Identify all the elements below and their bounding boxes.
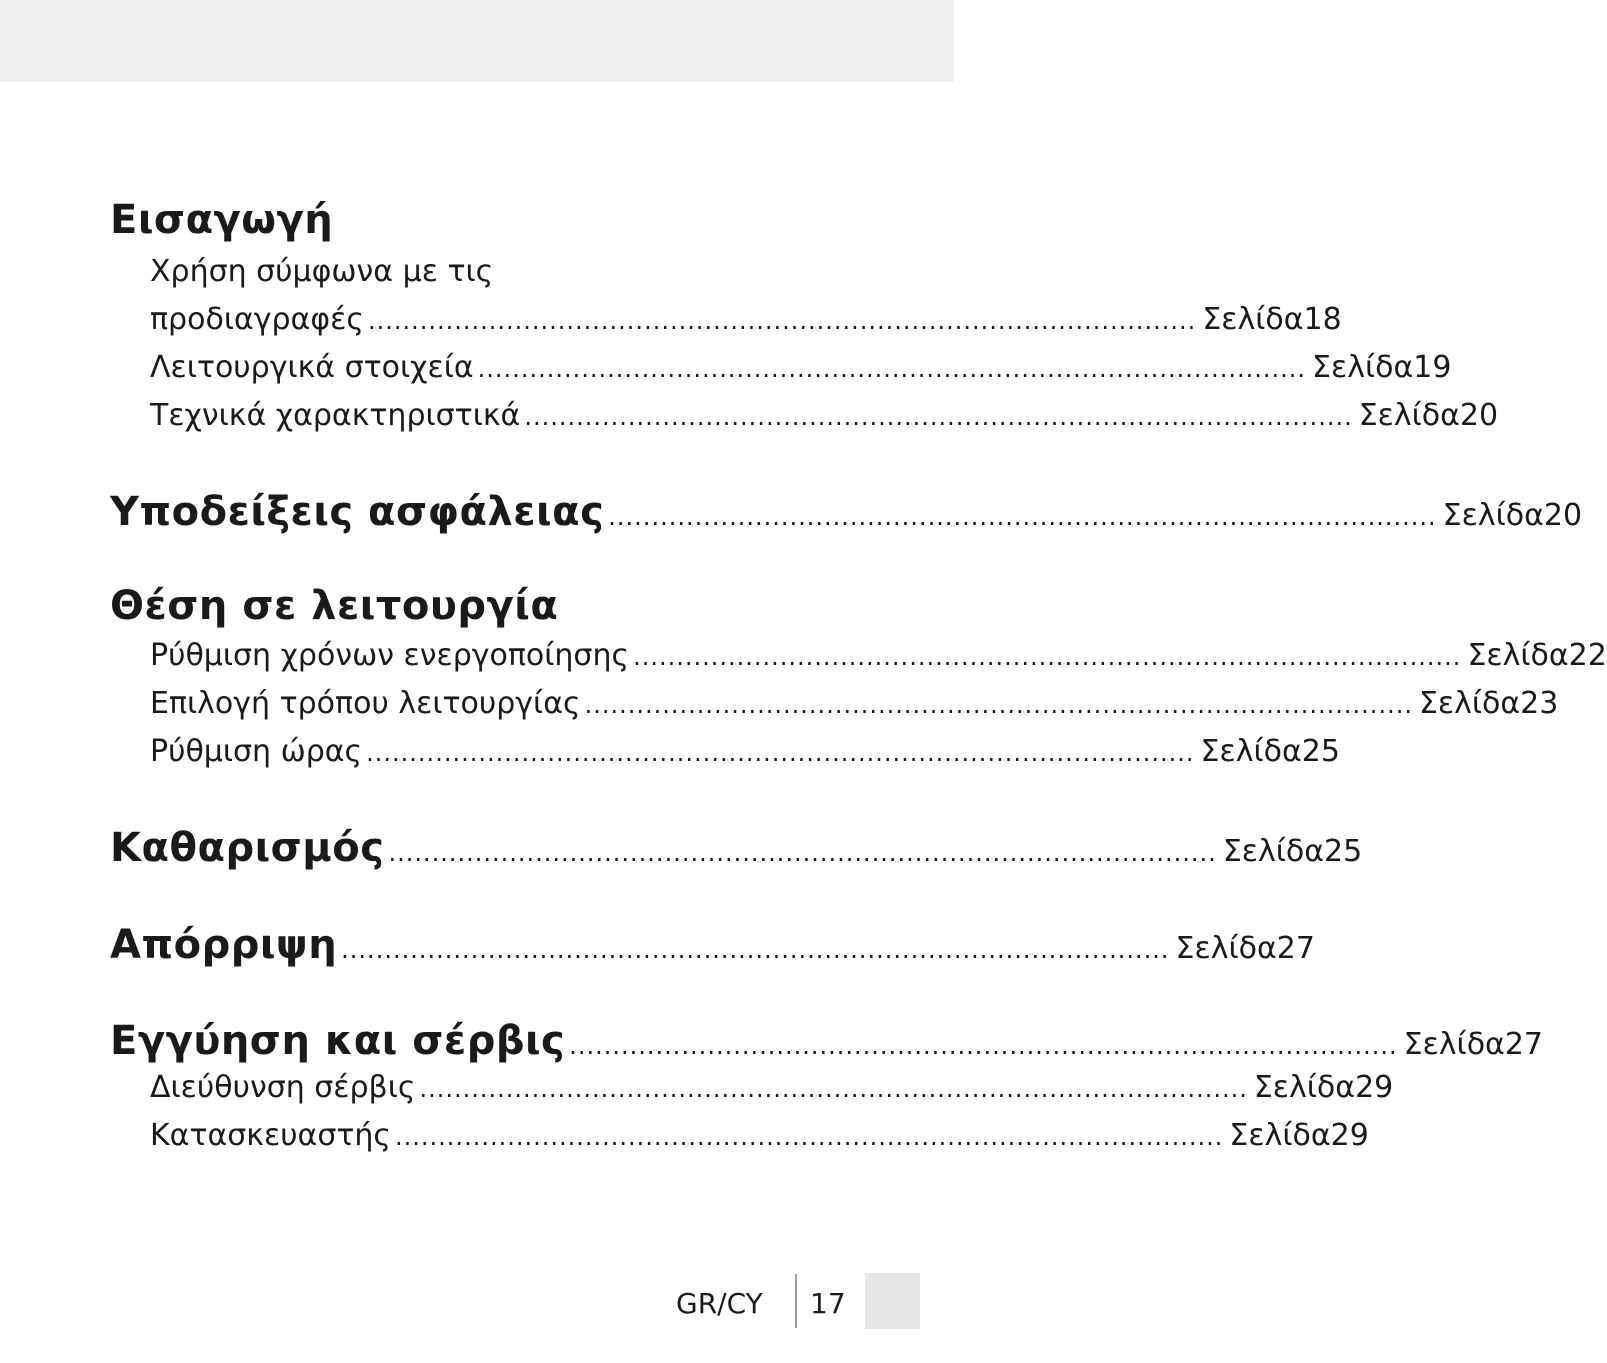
page-number: 25 (1324, 834, 1363, 869)
page-word: Σελίδα (1253, 1070, 1356, 1105)
dot-leader: ................................................................................................ (367, 307, 1197, 335)
page-word: Σελίδα (1200, 734, 1302, 769)
dot-leader: ................................................................................................ (633, 643, 1462, 671)
dot-leader: ................................................................................................ (388, 839, 1217, 867)
toc-section-disposal[interactable] (110, 922, 1315, 968)
item-text: Ρύθμιση ώρας (150, 734, 363, 769)
section-title: Καθαρισμός (110, 825, 385, 871)
page-number: 29 (1355, 1070, 1394, 1105)
toc-item-functional-parts[interactable] (150, 350, 1452, 385)
dot-leader: ................................................................................................ (341, 936, 1170, 964)
footer-divider (795, 1274, 797, 1328)
page-number: 29 (1330, 1118, 1369, 1153)
toc-item-set-time[interactable] (150, 734, 1340, 769)
item-text: Επιλογή τρόπου λειτουργίας (150, 686, 581, 721)
page-word: Σελίδα (1202, 302, 1304, 337)
section-title: Εγγύηση και σέρβις (110, 1018, 566, 1064)
footer-region-label: GR/CY (676, 1287, 763, 1320)
item-text: Χρήση σύμφωνα με τις (150, 254, 494, 289)
toc-item-switch-times[interactable] (150, 638, 1607, 673)
toc-section-warranty[interactable] (110, 1018, 1544, 1064)
page-number: 27 (1504, 1027, 1544, 1062)
dot-leader: ................................................................................................ (477, 355, 1307, 383)
toc-item-service-address[interactable] (150, 1070, 1394, 1105)
page-word: Σελίδα (1312, 350, 1414, 385)
page-word: Σελίδα (1467, 638, 1569, 673)
page-word: Σελίδα (1403, 1027, 1505, 1062)
dot-leader: ................................................................................................ (524, 403, 1353, 431)
toc-section-cleaning[interactable] (110, 825, 1363, 871)
item-text: Ρύθμιση χρόνων ενεργοποίησης (150, 638, 630, 673)
toc-item-intended-use[interactable] (150, 302, 1342, 337)
page-word: Σελίδα (1222, 834, 1325, 869)
toc-section-introduction[interactable] (110, 197, 844, 243)
page-word: Σελίδα (1229, 1118, 1331, 1153)
page-number: 23 (1520, 686, 1559, 721)
section-title: Εισαγωγή (110, 197, 334, 243)
dot-leader: ................................................................................................ (584, 691, 1413, 719)
toc-section-startup[interactable] (110, 583, 844, 629)
item-text: προδιαγραφές (150, 302, 364, 337)
page-number: 25 (1301, 734, 1340, 769)
page-number: 19 (1413, 350, 1452, 385)
dot-leader: ................................................................................................ (419, 1075, 1248, 1103)
dot-leader: ................................................................................................ (366, 739, 1195, 767)
page-number: 20 (1543, 498, 1583, 533)
page-number: 18 (1303, 302, 1342, 337)
toc-section-safety[interactable] (110, 489, 1583, 535)
page-number: 20 (1459, 398, 1499, 433)
footer-tab (865, 1273, 920, 1329)
toc-item-intended-use-line1[interactable] (150, 254, 844, 289)
section-title: Απόρριψη (110, 922, 338, 968)
toc-item-manufacturer[interactable] (150, 1118, 1369, 1153)
toc-item-technical-data[interactable] (150, 398, 1499, 433)
top-band (0, 0, 954, 82)
footer-page-number: 17 (810, 1287, 846, 1320)
item-text: Κατασκευαστής (150, 1118, 392, 1153)
item-text: Διεύθυνση σέρβις (150, 1070, 416, 1105)
section-title: Θέση σε λειτουργία (110, 583, 559, 629)
item-text: Λειτουργικά στοιχεία (150, 350, 474, 385)
toc-item-operating-mode[interactable] (150, 686, 1559, 721)
dot-leader: ................................................................................................ (608, 503, 1437, 531)
page-word: Σελίδα (1442, 498, 1544, 533)
dot-leader: ................................................................................................ (395, 1123, 1224, 1151)
item-text: Τεχνικά χαρακτηριστικά (150, 398, 521, 433)
dot-leader: ................................................................................................ (569, 1032, 1398, 1060)
page-word: Σελίδα (1418, 686, 1521, 721)
page-word: Σελίδα (1358, 398, 1460, 433)
page-number: 22 (1568, 638, 1607, 673)
page-number: 27 (1276, 931, 1315, 966)
page-word: Σελίδα (1175, 931, 1277, 966)
section-title: Υποδείξεις ασφάλειας (110, 489, 605, 535)
